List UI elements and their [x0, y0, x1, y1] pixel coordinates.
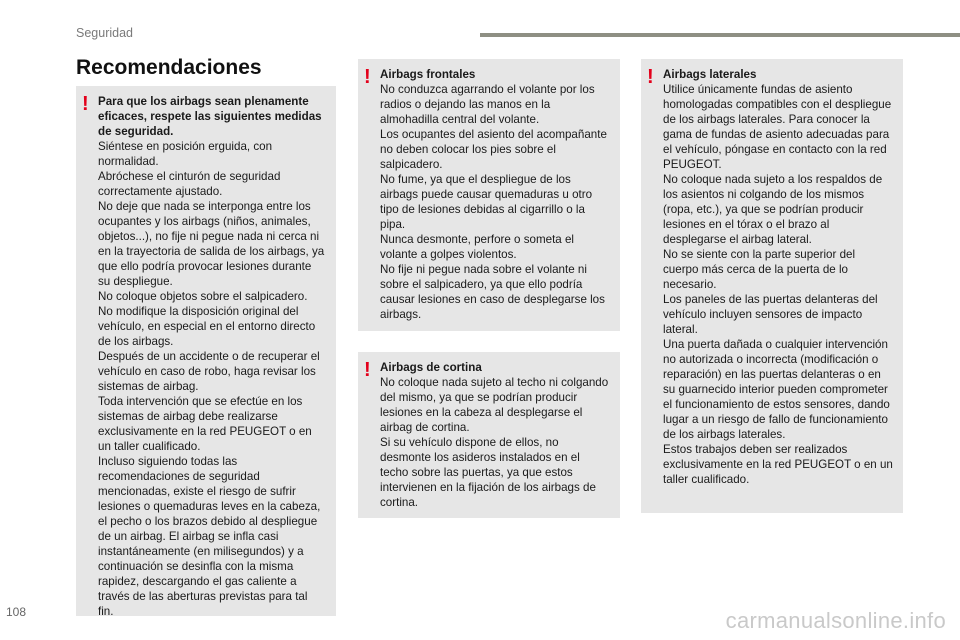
box-paragraph: Estos trabajos deben ser realizados exclusivamente en la red PEUGEOT o en un taller cualificado.: [663, 443, 893, 486]
box-paragraph: Los ocupantes del asiento del acompañante no deben colocar los pies sobre el salpicadero.: [380, 128, 607, 171]
box-paragraph: No conduzca agarrando el volante por los radios o dejando las manos en la almohadilla central del volante.: [380, 83, 595, 126]
box-body: [380, 375, 610, 510]
box-paragraph: No fije ni pegue nada sobre el volante ni sobre el salpicadero, ya que ello podría causar lesiones en caso de desplegarse los airbags.: [380, 263, 605, 321]
frontal-airbags-warning-box: [358, 59, 620, 331]
box-heading: Airbags de cortina: [380, 361, 482, 374]
curtain-airbags-warning-box: [358, 352, 620, 518]
airbag-general-warning-box: [76, 86, 336, 616]
box-paragraph: No modifique la disposición original del vehículo, en especial en el entorno directo de los airbags.: [98, 305, 316, 348]
box-paragraph: Si su vehículo dispone de ellos, no desmonte los asideros instalados en el techo sobre las puertas, ya que estos intervienen en la fijación de los airbags de cortina.: [380, 436, 596, 509]
watermark: carmanualsonline.info: [725, 608, 946, 633]
page-number: 108: [6, 605, 27, 619]
box-paragraph: No coloque nada sujeto a los respaldos de los asientos ni colgando de los mismos (ropa, etc.), ya que se podrían producir lesiones en el tórax o el brazo al desplegarse el airbag lateral.: [663, 173, 883, 246]
box-body: [380, 82, 610, 322]
section-divider: [480, 33, 960, 37]
warning-icon: !: [364, 359, 371, 381]
warning-icon: !: [364, 66, 371, 88]
box-heading: Airbags laterales: [663, 68, 757, 81]
box-paragraph: Después de un accidente o de recuperar el vehículo en caso de robo, haga revisar los sistemas de airbag.: [98, 350, 320, 393]
box-paragraph: Toda intervención que se efectúe en los sistemas de airbag debe realizarse exclusivamente en la red PEUGEOT o en un taller cualificado.: [98, 395, 312, 453]
warning-icon: !: [82, 93, 89, 115]
box-paragraph: No coloque nada sujeto al techo ni colgando del mismo, ya que se podrían producir lesiones en la cabeza al desplegarse el airbag de cortina.: [380, 376, 609, 434]
box-paragraph: Nunca desmonte, perfore o someta el volante a golpes violentos.: [380, 233, 574, 261]
box-paragraph: Siéntese en posición erguida, con normalidad.: [98, 140, 273, 168]
box-paragraph: Utilice únicamente fundas de asiento homologadas compatibles con el despliegue de los airbags laterales. Para conocer la gama de fundas de asiento adecuadas para el vehículo, póngase en contacto con la red PEUGEOT.: [663, 83, 892, 171]
page-title: Recomendaciones: [76, 56, 262, 79]
section-label: Seguridad: [76, 26, 133, 40]
warning-icon: !: [647, 66, 654, 88]
box-heading: Airbags frontales: [380, 68, 476, 81]
box-body: [98, 139, 326, 619]
box-paragraph: No coloque objetos sobre el salpicadero.: [98, 290, 308, 303]
side-airbags-warning-box: [641, 59, 903, 513]
box-paragraph: Los paneles de las puertas delanteras del vehículo incluyen sensores de impacto lateral.: [663, 293, 878, 336]
box-paragraph: Abróchese el cinturón de seguridad correctamente ajustado.: [98, 170, 281, 198]
box-heading: Para que los airbags sean plenamente eficaces, respete las siguientes medidas de seguridad.: [98, 95, 322, 138]
box-paragraph: No fume, ya que el despliegue de los airbags puede causar quemaduras u otro tipo de lesiones debidas al cigarrillo o la pipa.: [380, 173, 593, 231]
box-paragraph: No deje que nada se interponga entre los ocupantes y los airbags (niños, animales, objetos...), no fije ni pegue nada ni cerca ni en la trayectoria de salida de los airbags, ya que ello podría provocar lesiones durante su despliegue.: [98, 200, 325, 288]
box-body: [663, 82, 893, 487]
box-paragraph: Una puerta dañada o cualquier intervención no autorizada o incorrecta (modificación o reparación) en las puertas delanteras o en su guarnecido interior pueden comprometer el funcionamiento de estos sensores, dando lugar a un riesgo de fallo de funcionamiento de los airbags laterales.: [663, 338, 890, 441]
box-paragraph: Incluso siguiendo todas las recomendaciones de seguridad mencionadas, existe el riesgo de sufrir lesiones o quemaduras leves en la cabeza, el pecho o los brazos debido al despliegue de un airbag. El airbag se infla casi instantáneamente (en milisegundos) y a continuación se desinfla con la misma rapidez, descargando el gas caliente a través de las aberturas previstas para tal fin.: [98, 455, 321, 618]
box-paragraph: No se siente con la parte superior del cuerpo más cerca de la puerta de lo necesario.: [663, 248, 856, 291]
